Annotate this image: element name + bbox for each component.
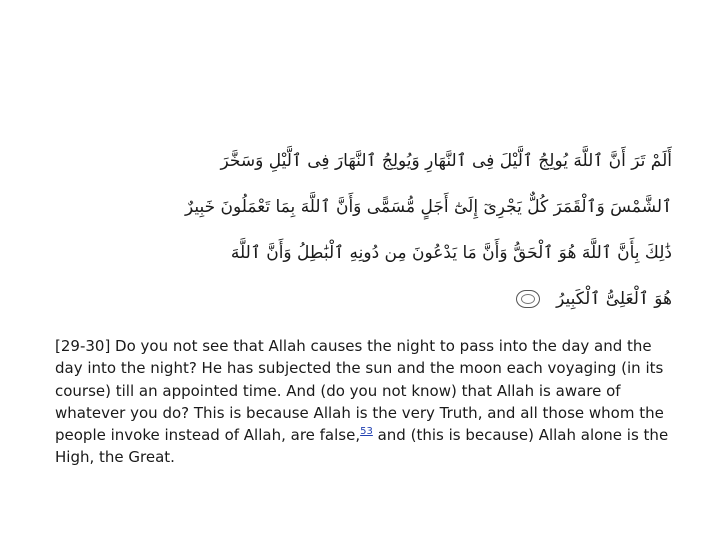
arabic-line-4-text: هُوَ ٱلْعَلِىُّ ٱلْكَبِيرُ — [556, 289, 672, 309]
translation-text-end: and (this is because) Allah alone is the High, the Great. — [55, 426, 669, 467]
arabic-line-4 — [150, 276, 672, 322]
translation-paragraph — [55, 335, 675, 469]
ayah-end-marker-icon — [516, 290, 540, 308]
arabic-line-1: أَلَمْ تَرَ أَنَّ ٱللَّهَ يُولِجُ ٱلَّيْلَ فِى ٱلنَّهَارِ وَيُولِجُ ٱلنَّهَارَ فِى ٱلَّيْلِ وَسَخَّرَ — [220, 151, 672, 171]
footnote-link[interactable]: 53 — [360, 426, 373, 438]
arabic-verse-block — [150, 138, 672, 322]
arabic-line-3: ذَٰلِكَ بِأَنَّ ٱللَّهَ هُوَ ٱلْحَقُّ وَأَنَّ مَا يَدْعُونَ مِن دُونِهِ ٱلْبَٰطِلُ وَأَنَّ ٱللَّهَ — [230, 243, 672, 263]
translation-text: [29-30] Do you not see that Allah causes the night to pass into the day and the day into the night? He has subjected the sun and the moon each voyaging (in its course) till an appointed time. And (do you not know) that Allah is aware of whatever you do? This is because Allah is the very Truth, and all those whom the people invoke instead of Allah, are false, — [55, 337, 664, 445]
arabic-line-2: ٱلشَّمْسَ وَٱلْقَمَرَ كُلٌّ يَجْرِىٓ إِلَىٰٓ أَجَلٍ مُّسَمًّى وَأَنَّ ٱللَّهَ بِمَا تَعْمَلُونَ خَبِيرٌ — [184, 197, 672, 217]
